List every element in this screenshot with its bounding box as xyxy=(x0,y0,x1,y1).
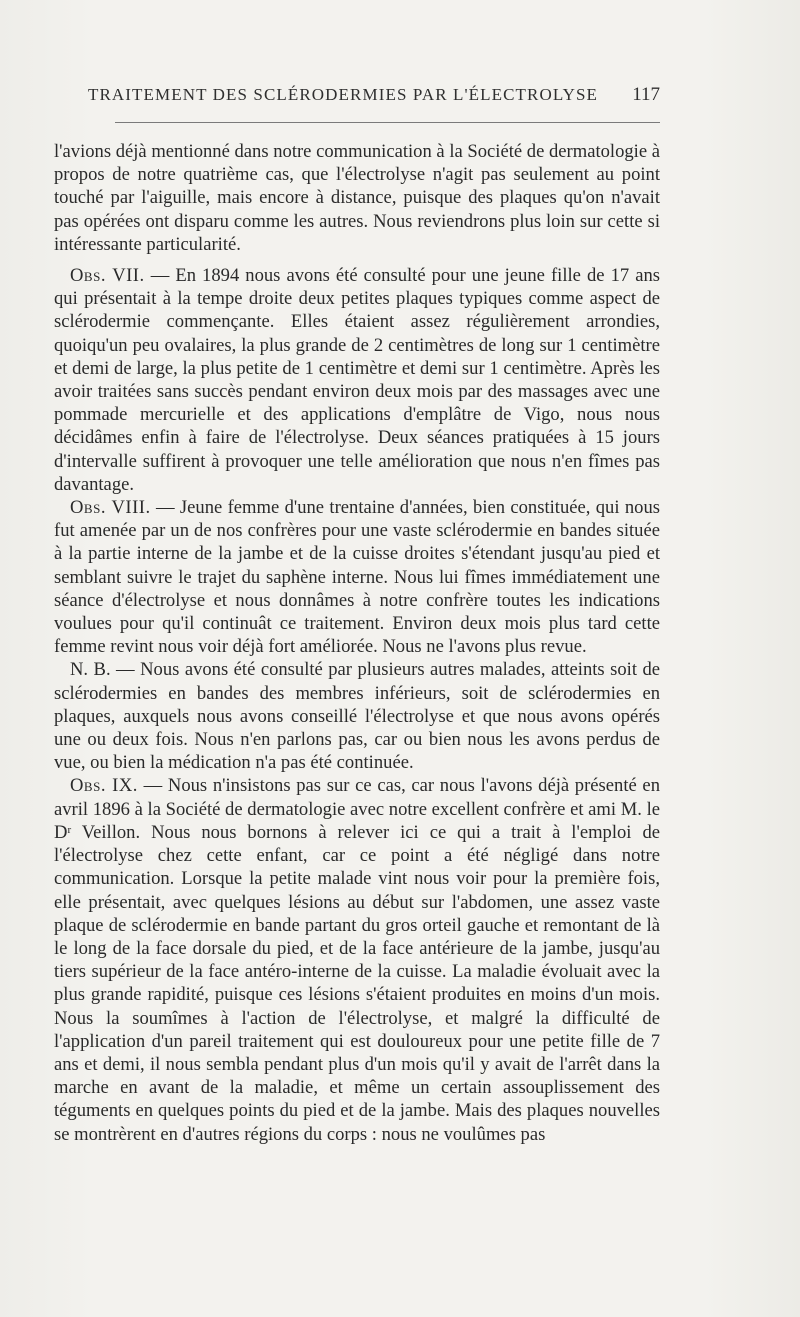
paragraph-nb xyxy=(54,658,660,774)
paragraph-obs-viii xyxy=(54,496,660,658)
superscript: r xyxy=(67,823,72,836)
observation-label: Obs. VII. xyxy=(70,265,145,287)
page-number: 117 xyxy=(632,84,660,105)
observation-label: Obs. VIII. xyxy=(70,497,151,519)
paragraph-text: l'avions déjà mentionné dans notre communication à la Société de dermatologie à propos de notre quatrième cas, que l'électrolyse n'agit pas seulement au point touché par l'aiguille, mais encore à distance, puisque des plaques qu'on n'avait pas opérées ont disparu comme les autres. Nous reviendrons plus loin sur cette si intéressante particularité. xyxy=(54,141,660,255)
paragraph-text: — Jeune femme d'une trentaine d'années, bien constituée, qui nous fut amenée par un de nos confrères pour une vaste sclérodermie en bandes située à la partie interne de la jambe et de la cuisse droites s'étendant jusqu'au pied et semblant suivre le trajet du saphène interne. Nous lui fîmes immédiatement une séance d'électrolyse et nous donnâmes à notre confrère toutes les indications voulues pour qu'il continuât ce traitement. Environ deux mois plus tard cette femme revint nous voir déjà fort améliorée. Nous ne l'avons plus revue. xyxy=(54,497,660,658)
body-text xyxy=(54,140,660,1146)
observation-label: Obs. IX. xyxy=(70,775,138,797)
running-header xyxy=(88,84,660,106)
note-label: N. B. xyxy=(70,659,111,681)
paragraph-text: — Nous avons été consulté par plusieurs autres malades, atteints soit de sclérodermies en bandes des membres inférieurs, soit de sclérodermies en plaques, auxquels nous avons conseillé l'électrolyse et que nous avons opérés une ou deux fois. Nous n'en parlons pas, car ou bien nous les avons perdus de vue, ou bien la médication n'a pas été continuée. xyxy=(54,659,660,774)
paragraph-text: Veillon. Nous nous bornons à relever ici ce qui a trait à l'emploi de l'électrolyse chez cette enfant, car ce point a été négligé dans notre communication. Lorsque la petite malade vint nous voir pour la première fois, elle présentait, avec quelques lésions au début sur l'abdomen, une assez vaste plaque de sclérodermie en bande partant du gros orteil gauche et remontant de là le long de la face dorsale du pied, et de la face antérieure de la jambe, jusqu'au tiers supérieur de la face antéro-interne de la cuisse. La maladie évoluait avec la plus grande rapidité, puisque ces lésions s'étaient produites en moins d'un mois. Nous la soumîmes à l'action de l'électrolyse, et malgré la difficulté de l'application d'un pareil traitement qui est douloureux pour une petite fille de 7 ans et demi, il nous sembla pendant plus d'un mois qu'il y avait de l'arrêt dans la marche en avant de la maladie, et même un certain assouplissement des téguments en quelques points du pied et de la jambe. Mais des plaques nouvelles se montrèrent en d'autres régions du corps : nous ne voulûmes pas xyxy=(54,821,660,1145)
paragraph-obs-vii xyxy=(54,264,660,496)
paragraph-text-part: — Nous n'insistons pas sur ce cas, car nous l'avons déjà présenté en avril 1896 à la Société de dermatologie avec notre excellent confrère et ami M. le D xyxy=(54,775,660,843)
paragraph-obs-ix xyxy=(54,774,660,1145)
running-title: TRAITEMENT DES SCLÉRODERMIES PAR L'ÉLECTROLYSE xyxy=(88,85,599,104)
paragraph-continuation xyxy=(54,140,660,256)
header-rule xyxy=(115,122,660,123)
paragraph-text: — En 1894 nous avons été consulté pour une jeune fille de 17 ans qui présentait à la tempe droite deux petites plaques typiques comme aspect de sclérodermie commençante. Elles étaient assez régulièrement arrondies, quoiqu'un peu ovalaires, la plus grande de 2 centimètres de long sur 1 centimètre et demi de large, la plus petite de 1 centimètre et demi sur 1 centimètre. Après les avoir traitées sans succès pendant environ deux mois par des massages avec une pommade mercurielle et des applications d'emplâtre de Vigo, nous nous décidâmes enfin à faire de l'électrolyse. Deux séances pratiquées à 15 jours d'intervalle suffirent à provoquer une telle amélioration que nous n'en fîmes pas davantage. xyxy=(54,265,660,495)
